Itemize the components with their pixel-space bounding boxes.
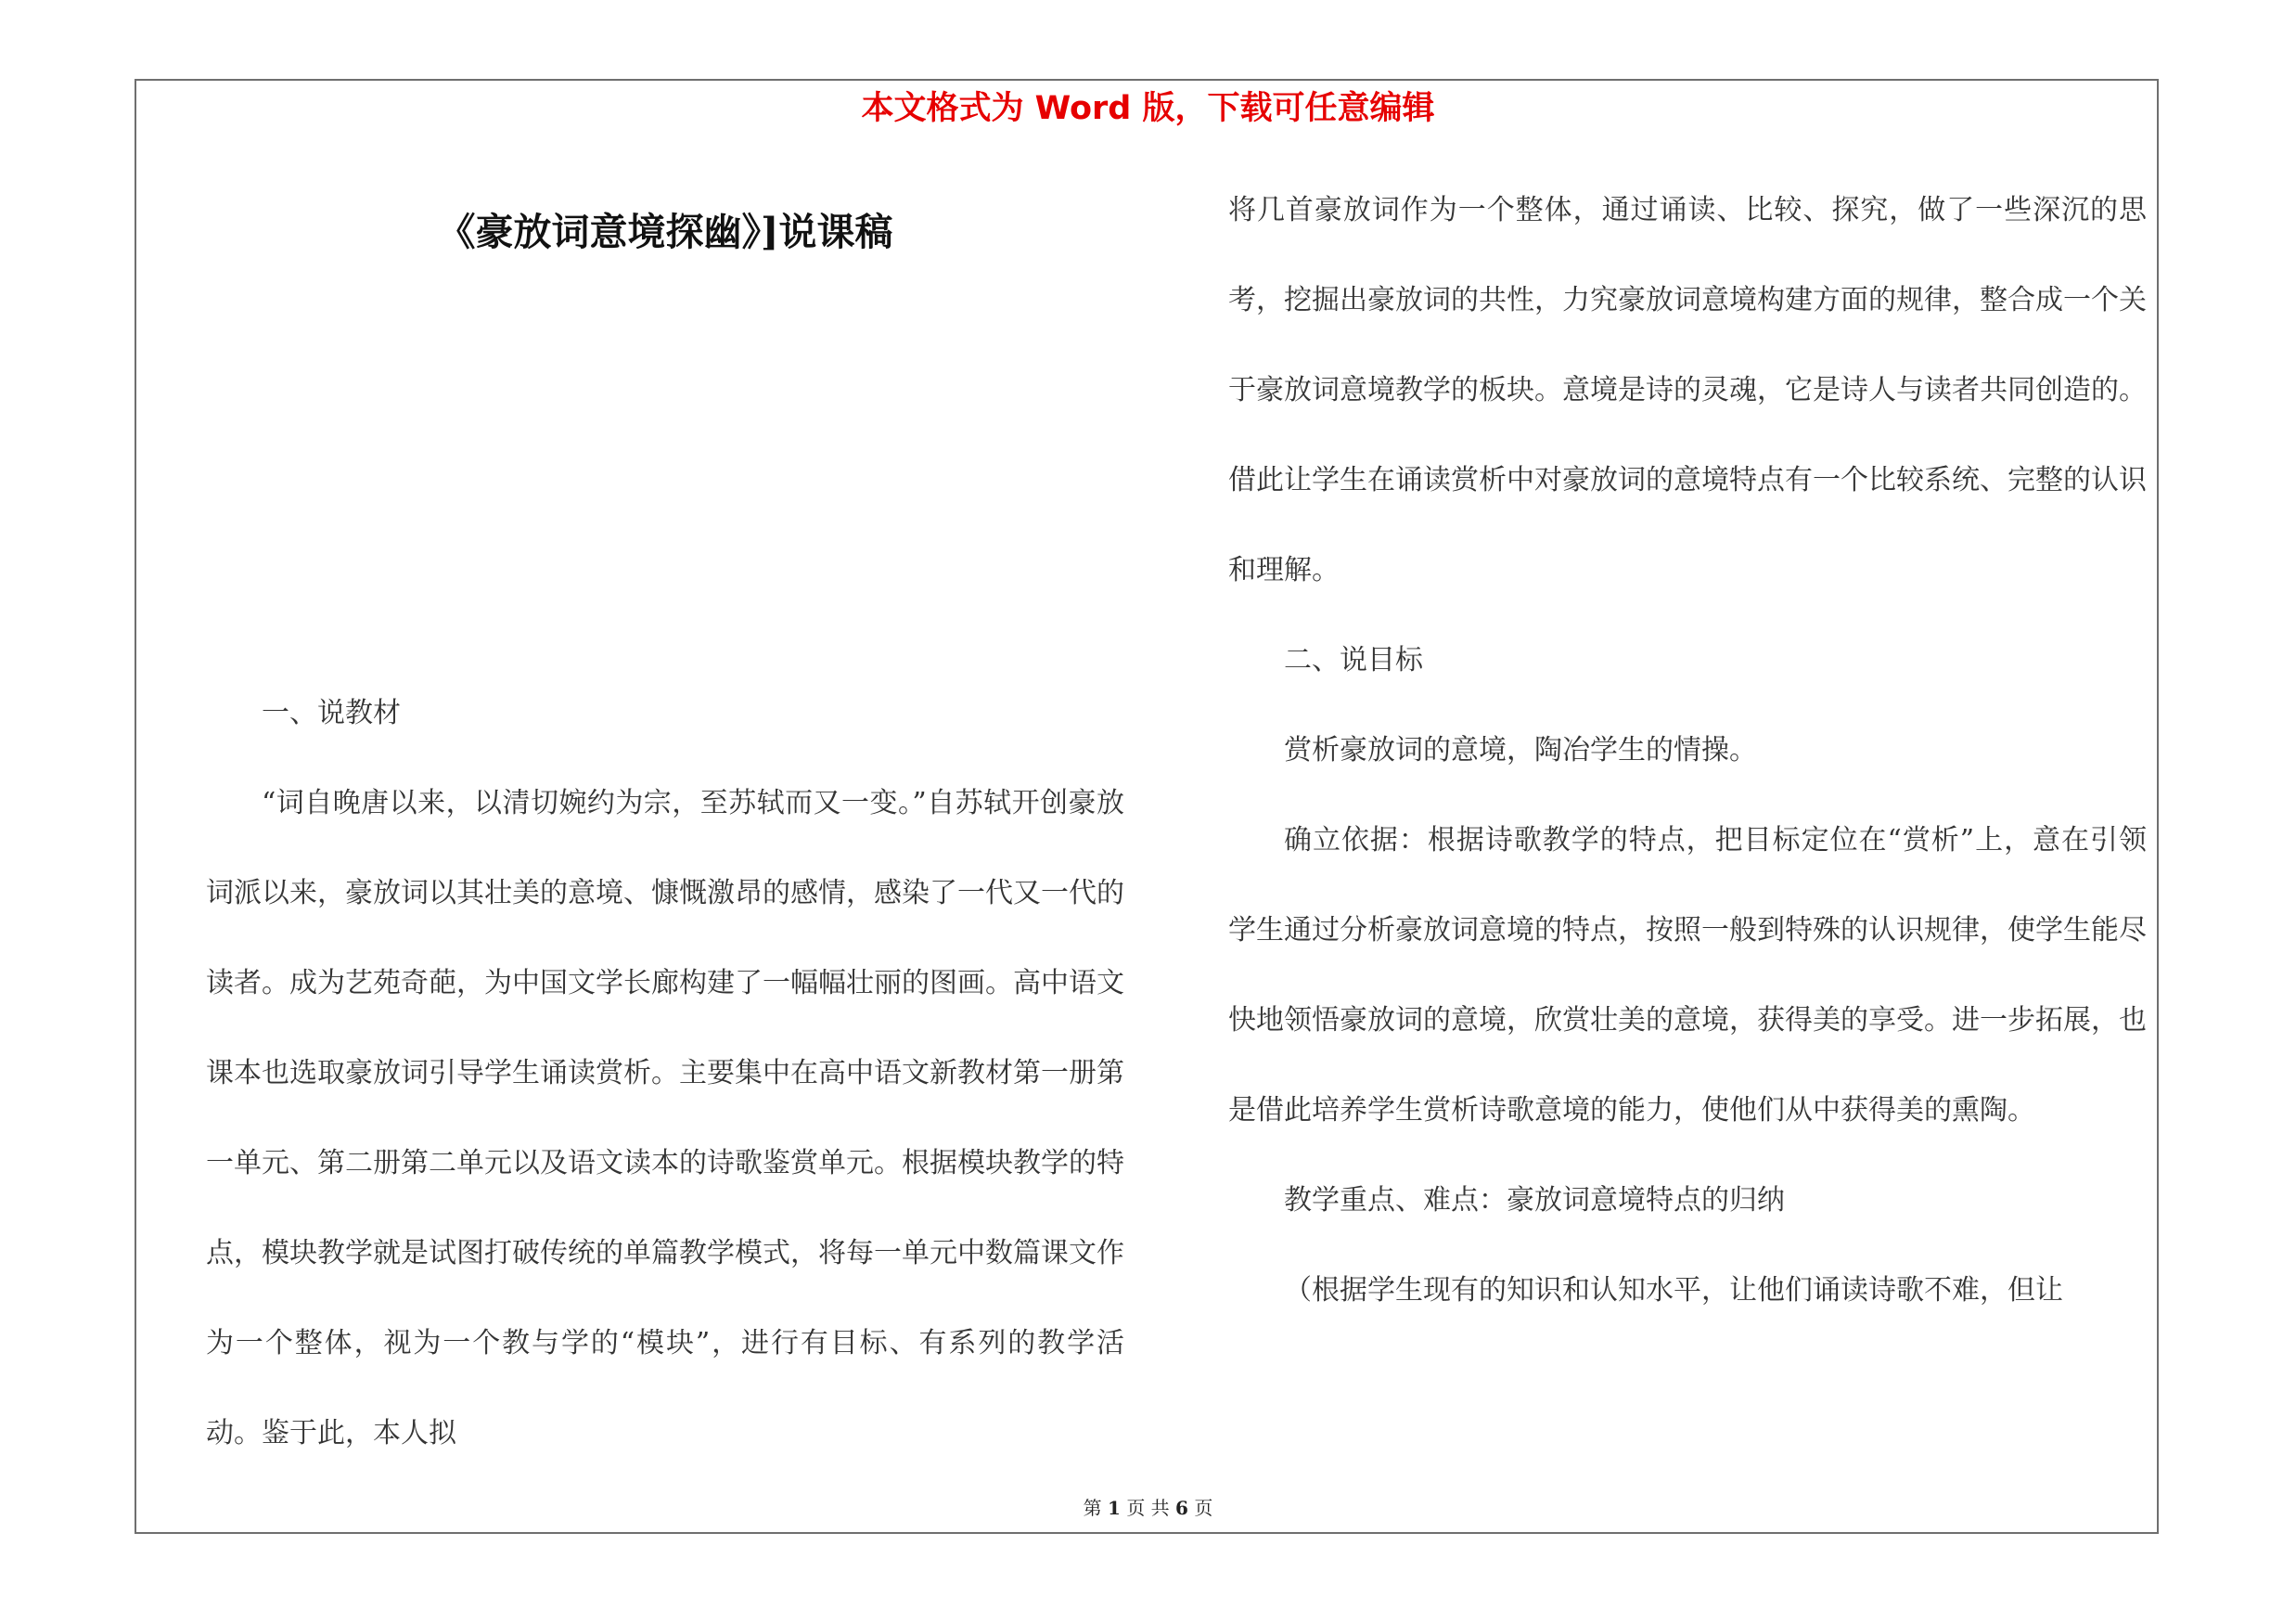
footer-page-total: 6 bbox=[1175, 1497, 1188, 1519]
right-column bbox=[1228, 165, 2147, 1335]
paragraph-basis: 确立依据：根据诗歌教学的特点，把目标定位在“赏析”上，意在引领学生通过分析豪放词意境的特点，按照一般到特殊的认识规律，使学生能尽快地领悟豪放词的意境，欣赏壮美的意境，获得美的享受。进一步拓展，也是借此培养学生赏析诗歌意境的能力，使他们从中获得美的熏陶。 bbox=[1228, 824, 2147, 1127]
document-title: 《豪放词意境探幽》]说课稿 bbox=[437, 210, 893, 254]
footer-suffix: 页 bbox=[1194, 1497, 1213, 1519]
section-heading-textbook: 一、说教材 bbox=[262, 697, 401, 729]
footer-middle: 页 共 bbox=[1126, 1497, 1170, 1519]
section-heading-goals: 二、说目标 bbox=[1284, 644, 1423, 676]
footer-page-number: 1 bbox=[1108, 1497, 1121, 1519]
footer-prefix: 第 bbox=[1083, 1497, 1102, 1519]
paragraph-textbook-intro: “词自晚唐以来，以清切婉约为宗，至苏轼而又一变。”自苏轼开创豪放词派以来，豪放词以其壮美的意境、慷慨激昂的感情，感染了一代又一代的读者。成为艺苑奇葩，为中国文学长廊构建了一幅幅壮丽的图画。高中语文课本也选取豪放词引导学生诵读赏析。主要集中在高中语文新教材第一册第一单元、第二册第二单元以及语文读本的诗歌鉴赏单元。根据模块教学的特点，模块教学就是试图打破传统的单篇教学模式，将每一单元中数篇课文作为一个整体，视为一个教与学的“模块”，进行有目标、有系列的教学活动。鉴于此，本人拟 bbox=[206, 787, 1124, 1449]
paragraph-continuation: 将几首豪放词作为一个整体，通过诵读、比较、探究，做了一些深沉的思考，挖掘出豪放词的共性，力究豪放词意境构建方面的规律，整合成一个关于豪放词意境教学的板块。意境是诗的灵魂，它是诗人与读者共同创造的。借此让学生在诵读赏析中对豪放词的意境特点有一个比较系统、完整的认识和理解。 bbox=[1228, 194, 2147, 586]
paragraph-key-points: 教学重点、难点：豪放词意境特点的归纳 bbox=[1284, 1184, 1785, 1217]
left-column bbox=[206, 668, 1124, 1478]
format-banner: 本文格式为 Word 版，下载可任意编辑 bbox=[861, 90, 1435, 127]
paragraph-note: （根据学生现有的知识和认知水平，让他们诵读诗歌不难，但让 bbox=[1284, 1274, 2063, 1307]
paragraph-goal: 赏析豪放词的意境，陶冶学生的情操。 bbox=[1284, 734, 1757, 766]
page-footer bbox=[0, 1494, 2296, 1522]
